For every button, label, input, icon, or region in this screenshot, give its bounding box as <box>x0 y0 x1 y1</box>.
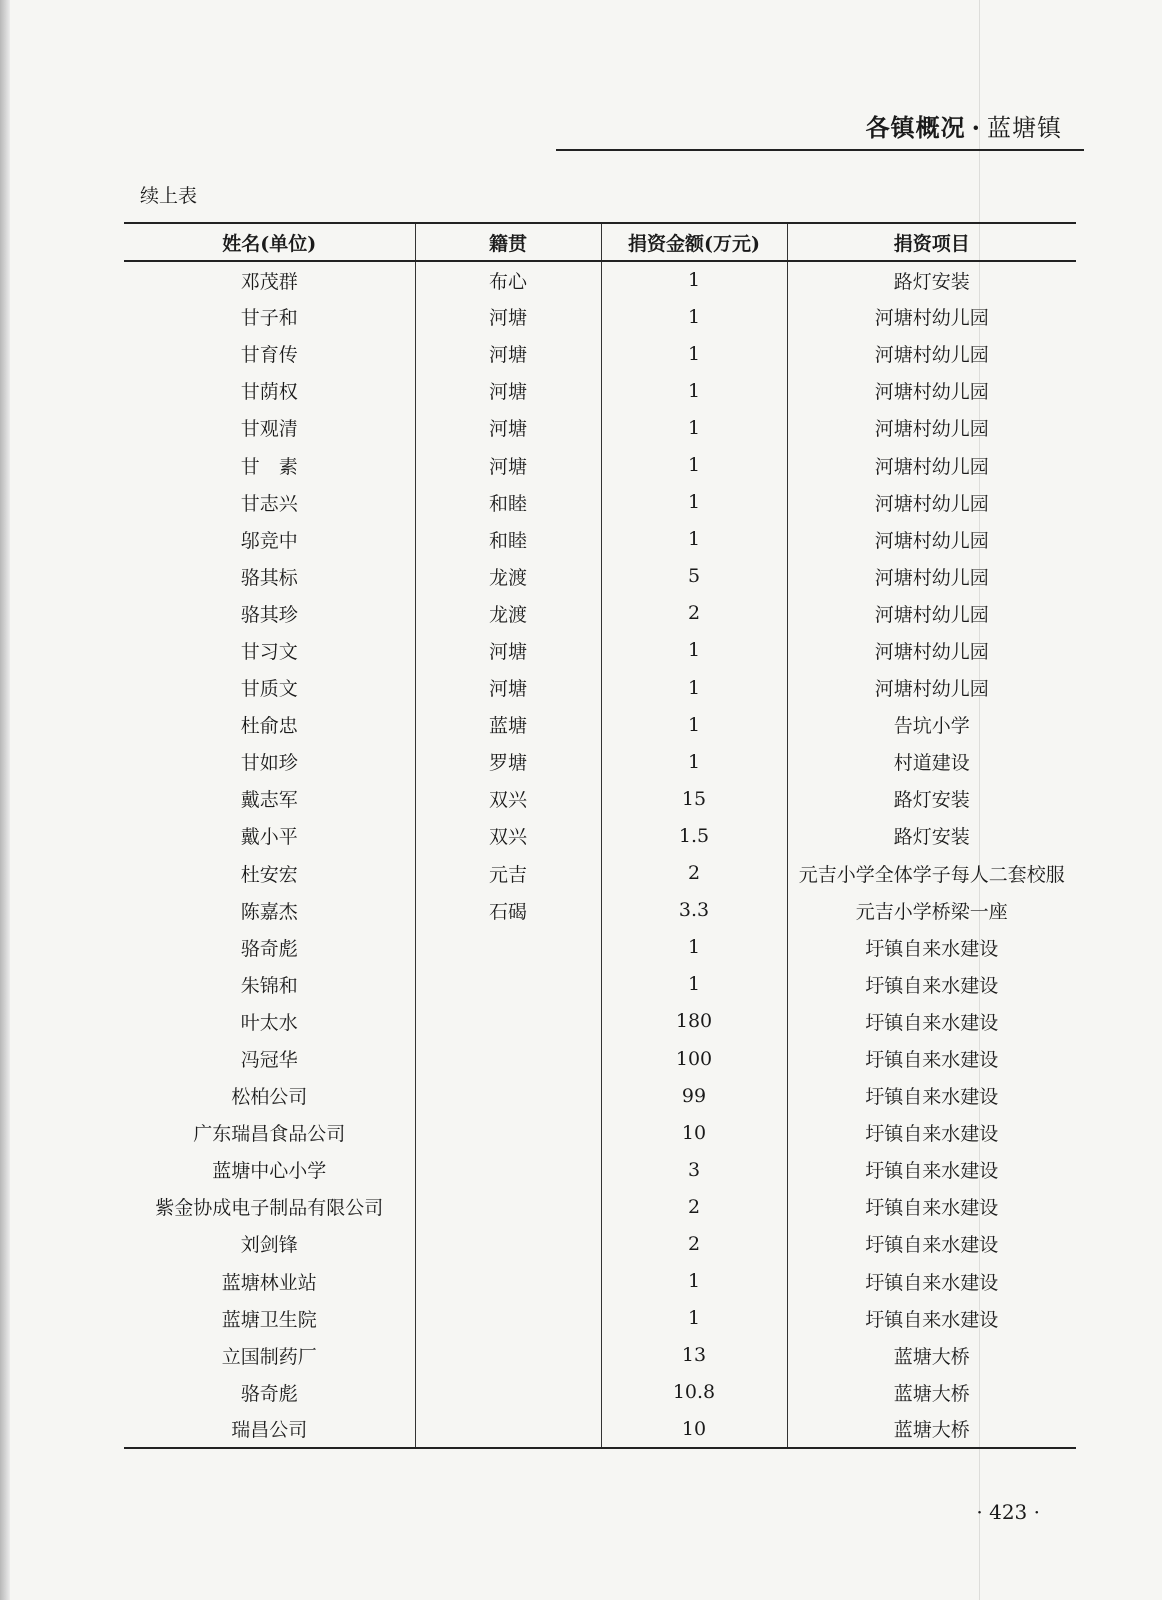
cell-name: 甘质文 <box>240 678 298 701</box>
cell-hometown: 河塘 <box>415 335 601 372</box>
cell-project: 河塘村幼儿园 <box>787 558 1076 595</box>
cell-name: 甘育传 <box>240 344 298 367</box>
cell-project: 圩镇自来水建设 <box>787 1040 1076 1077</box>
cell-hometown: 河塘 <box>415 409 601 446</box>
table-row <box>124 1114 1076 1151</box>
cell-amount: 3 <box>601 1151 787 1188</box>
cell-hometown <box>415 1188 601 1225</box>
table-row <box>124 1300 1076 1337</box>
cell-project: 圩镇自来水建设 <box>787 929 1076 966</box>
cell-hometown: 双兴 <box>415 817 601 854</box>
cell-name: 蓝塘中心小学 <box>212 1160 327 1183</box>
cell-project: 河塘村幼儿园 <box>787 669 1076 706</box>
cell-project: 圩镇自来水建设 <box>787 1263 1076 1300</box>
table-row <box>124 335 1076 372</box>
cell-name: 冯冠华 <box>240 1049 298 1072</box>
cell-hometown: 和睦 <box>415 521 601 558</box>
cell-project: 元吉小学桥梁一座 <box>787 892 1076 929</box>
cell-hometown <box>415 1077 601 1114</box>
table-row <box>124 409 1076 446</box>
table-row <box>124 1337 1076 1374</box>
cell-project: 圩镇自来水建设 <box>787 966 1076 1003</box>
cell-hometown: 元吉 <box>415 855 601 892</box>
header-separator: · <box>971 113 981 142</box>
table-row <box>124 1374 1076 1411</box>
table-row <box>124 1263 1076 1300</box>
cell-project: 村道建设 <box>787 743 1076 780</box>
cell-hometown <box>415 929 601 966</box>
cell-amount: 10 <box>601 1411 787 1448</box>
cell-hometown <box>415 1003 601 1040</box>
cell-project: 河塘村幼儿园 <box>787 595 1076 632</box>
cell-amount: 1 <box>601 521 787 558</box>
table-row <box>124 1411 1076 1448</box>
cell-hometown: 双兴 <box>415 780 601 817</box>
cell-amount: 1 <box>601 446 787 483</box>
cell-name: 紫金协成电子制品有限公司 <box>155 1197 384 1220</box>
column-header-project: 捐资项目 <box>787 223 1076 261</box>
cell-amount: 1 <box>601 335 787 372</box>
cell-project: 告坑小学 <box>787 706 1076 743</box>
cell-project: 圩镇自来水建设 <box>787 1077 1076 1114</box>
cell-name: 甘如珍 <box>240 752 298 775</box>
cell-amount: 13 <box>601 1337 787 1374</box>
cell-hometown <box>415 1151 601 1188</box>
cell-amount: 1 <box>601 1300 787 1337</box>
cell-project: 圩镇自来水建设 <box>787 1188 1076 1225</box>
cell-hometown: 和睦 <box>415 484 601 521</box>
cell-hometown: 石碣 <box>415 892 601 929</box>
cell-project: 圩镇自来水建设 <box>787 1114 1076 1151</box>
cell-name: 甘 素 <box>240 455 298 478</box>
cell-project: 路灯安装 <box>787 780 1076 817</box>
table-row <box>124 1188 1076 1225</box>
table-row <box>124 558 1076 595</box>
cell-project: 圩镇自来水建设 <box>787 1151 1076 1188</box>
cell-amount: 1 <box>601 632 787 669</box>
cell-project: 路灯安装 <box>787 261 1076 298</box>
cell-amount: 1 <box>601 929 787 966</box>
cell-name: 蓝塘卫生院 <box>221 1308 317 1331</box>
cell-name: 刘剑锋 <box>240 1234 298 1257</box>
table-row <box>124 780 1076 817</box>
donation-table <box>124 222 1076 1449</box>
cell-name: 邓茂群 <box>240 270 298 293</box>
running-header <box>866 108 1062 143</box>
cell-name: 骆其珍 <box>240 603 298 626</box>
cell-amount: 1 <box>601 409 787 446</box>
table-row <box>124 261 1076 298</box>
cell-amount: 1 <box>601 484 787 521</box>
table-row <box>124 855 1076 892</box>
cell-project: 蓝塘大桥 <box>787 1337 1076 1374</box>
cell-hometown: 河塘 <box>415 298 601 335</box>
cell-project: 河塘村幼儿园 <box>787 409 1076 446</box>
table-body <box>124 261 1076 1448</box>
cell-amount: 2 <box>601 595 787 632</box>
cell-name: 戴志军 <box>240 789 298 812</box>
cell-hometown: 罗塘 <box>415 743 601 780</box>
cell-name: 甘荫权 <box>240 381 298 404</box>
column-header-name: 姓名(单位) <box>124 223 415 261</box>
cell-amount: 1 <box>601 966 787 1003</box>
cell-project: 元吉小学全体学子每人二套校服 <box>787 855 1076 892</box>
cell-hometown: 布心 <box>415 261 601 298</box>
cell-name: 杜俞忠 <box>240 715 298 738</box>
cell-project: 蓝塘大桥 <box>787 1411 1076 1448</box>
cell-amount: 1.5 <box>601 817 787 854</box>
cell-project: 河塘村幼儿园 <box>787 484 1076 521</box>
cell-project: 圩镇自来水建设 <box>787 1003 1076 1040</box>
cell-name: 瑞昌公司 <box>124 1411 415 1448</box>
table-row <box>124 1151 1076 1188</box>
column-header-amount: 捐资金额(万元) <box>601 223 787 261</box>
cell-amount: 10 <box>601 1114 787 1151</box>
cell-project: 河塘村幼儿园 <box>787 372 1076 409</box>
cell-project: 河塘村幼儿园 <box>787 335 1076 372</box>
table-header-row <box>124 223 1076 261</box>
cell-hometown: 河塘 <box>415 632 601 669</box>
cell-amount: 1 <box>601 261 787 298</box>
cell-project: 河塘村幼儿园 <box>787 632 1076 669</box>
page-number: · 423 · <box>976 1500 1040 1524</box>
cell-amount: 1 <box>601 1263 787 1300</box>
cell-amount: 2 <box>601 855 787 892</box>
cell-amount: 99 <box>601 1077 787 1114</box>
cell-hometown <box>415 1263 601 1300</box>
cell-amount: 1 <box>601 743 787 780</box>
table-row <box>124 632 1076 669</box>
table-row <box>124 669 1076 706</box>
cell-amount: 180 <box>601 1003 787 1040</box>
cell-name: 立国制药厂 <box>221 1345 317 1368</box>
table-row <box>124 484 1076 521</box>
cell-amount: 10.8 <box>601 1374 787 1411</box>
table-row <box>124 929 1076 966</box>
cell-amount: 1 <box>601 298 787 335</box>
cell-hometown: 河塘 <box>415 372 601 409</box>
table-row <box>124 743 1076 780</box>
cell-hometown <box>415 966 601 1003</box>
cell-project: 河塘村幼儿园 <box>787 298 1076 335</box>
table-row <box>124 1225 1076 1262</box>
table-row <box>124 298 1076 335</box>
cell-name: 松柏公司 <box>231 1086 308 1109</box>
cell-hometown: 蓝塘 <box>415 706 601 743</box>
cell-amount: 1 <box>601 372 787 409</box>
cell-name: 叶太水 <box>240 1011 298 1034</box>
column-header-hometown: 籍贯 <box>415 223 601 261</box>
table-row <box>124 966 1076 1003</box>
table-row <box>124 706 1076 743</box>
table-row <box>124 1077 1076 1114</box>
cell-amount: 1 <box>601 669 787 706</box>
table-row <box>124 595 1076 632</box>
table-row <box>124 817 1076 854</box>
cell-hometown <box>415 1225 601 1262</box>
cell-name: 甘志兴 <box>240 492 298 515</box>
cell-project: 圩镇自来水建设 <box>787 1225 1076 1262</box>
cell-amount: 2 <box>601 1188 787 1225</box>
cell-project: 圩镇自来水建设 <box>787 1300 1076 1337</box>
cell-name: 戴小平 <box>240 826 298 849</box>
cell-name: 邬竞中 <box>240 529 298 552</box>
cell-project: 河塘村幼儿园 <box>787 446 1076 483</box>
cell-name: 甘观清 <box>240 418 298 441</box>
table-row <box>124 521 1076 558</box>
cell-hometown: 河塘 <box>415 446 601 483</box>
cell-hometown <box>415 1374 601 1411</box>
cell-name: 广东瑞昌食品公司 <box>193 1123 346 1146</box>
cell-amount: 5 <box>601 558 787 595</box>
cell-hometown <box>415 1411 601 1448</box>
continued-label: 续上表 <box>140 185 198 207</box>
cell-hometown <box>415 1040 601 1077</box>
cell-hometown <box>415 1300 601 1337</box>
cell-project: 河塘村幼儿园 <box>787 521 1076 558</box>
cell-hometown: 龙渡 <box>415 558 601 595</box>
cell-amount: 3.3 <box>601 892 787 929</box>
cell-name: 朱锦和 <box>240 974 298 997</box>
scan-edge <box>0 0 10 1600</box>
table-row <box>124 446 1076 483</box>
cell-name: 骆其标 <box>240 566 298 589</box>
cell-hometown: 河塘 <box>415 669 601 706</box>
cell-amount: 100 <box>601 1040 787 1077</box>
cell-name: 骆奇彪 <box>240 937 298 960</box>
cell-name: 甘子和 <box>240 307 298 330</box>
cell-hometown: 龙渡 <box>415 595 601 632</box>
cell-amount: 15 <box>601 780 787 817</box>
cell-name: 杜安宏 <box>240 863 298 886</box>
cell-project: 蓝塘大桥 <box>787 1374 1076 1411</box>
header-town: 蓝塘镇 <box>987 114 1062 142</box>
cell-hometown <box>415 1114 601 1151</box>
donation-table-wrap <box>124 222 1076 1449</box>
table-row <box>124 1003 1076 1040</box>
header-rule <box>556 149 1084 151</box>
table-row <box>124 1040 1076 1077</box>
table-row <box>124 892 1076 929</box>
cell-name: 陈嘉杰 <box>240 900 298 923</box>
cell-name: 蓝塘林业站 <box>221 1271 317 1294</box>
cell-amount: 1 <box>601 706 787 743</box>
cell-project: 路灯安装 <box>787 817 1076 854</box>
cell-name: 骆奇彪 <box>240 1382 298 1405</box>
cell-name: 甘习文 <box>240 640 298 663</box>
cell-hometown <box>415 1337 601 1374</box>
table-row <box>124 372 1076 409</box>
header-section: 各镇概况 <box>865 113 966 142</box>
cell-amount: 2 <box>601 1225 787 1262</box>
